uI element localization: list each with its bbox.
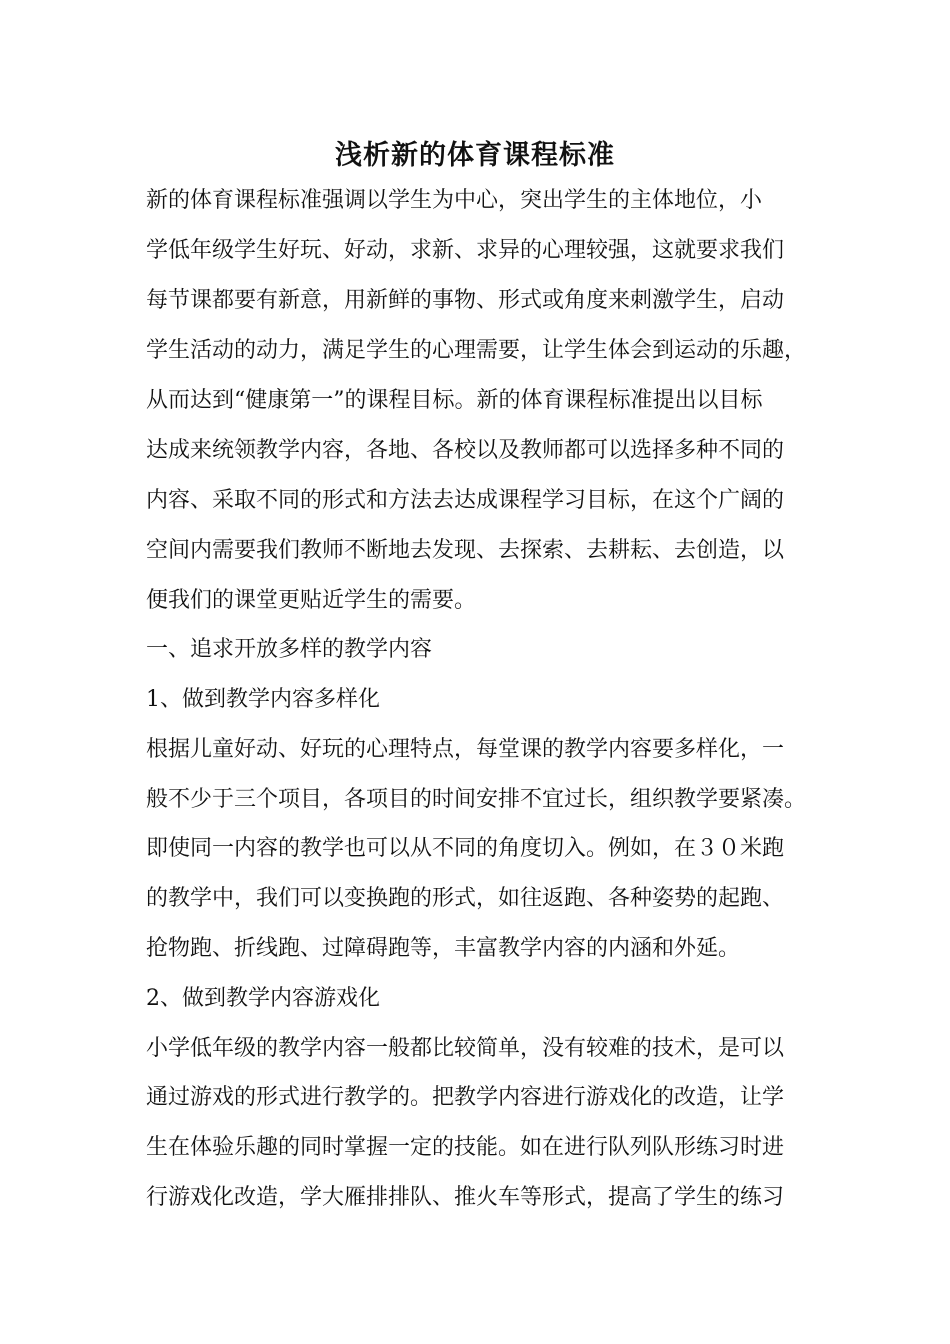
paragraph-line: 即使同一内容的教学也可以从不同的角度切入。例如，在３０米跑 — [146, 836, 785, 861]
paragraph-line: 通过游戏的形式进行教学的。把教学内容进行游戏化的改造，让学 — [146, 1085, 785, 1110]
paragraph-line: 空间内需要我们教师不断地去发现、去探索、去耕耘、去创造，以 — [146, 538, 785, 563]
paragraph-line: 生在体验乐趣的同时掌握一定的技能。如在进行队列队形练习时进 — [146, 1135, 785, 1160]
paragraph-line: 学低年级学生好玩、好动，求新、求异的心理较强，这就要求我们 — [146, 238, 785, 263]
paragraph-line: 小学低年级的教学内容一般都比较简单，没有较难的技术，是可以 — [146, 1036, 785, 1061]
paragraph-line: 根据儿童好动、好玩的心理特点，每堂课的教学内容要多样化，一 — [146, 737, 785, 762]
paragraph-line: 每节课都要有新意，用新鲜的事物、形式或角度来刺激学生，启动 — [146, 288, 785, 313]
paragraph-line: 抢物跑、折线跑、过障碍跑等，丰富教学内容的内涵和外延。 — [146, 936, 741, 961]
subsection-heading: 2、做到教学内容游戏化 — [146, 986, 380, 1011]
subsection-heading: 1、做到教学内容多样化 — [146, 687, 380, 712]
paragraph-line: 便我们的课堂更贴近学生的需要。 — [146, 588, 477, 613]
paragraph-line: 从而达到“健康第一”的课程目标。新的体育课程标准提出以目标 — [146, 388, 763, 413]
paragraph-line: 新的体育课程标准强调以学生为中心，突出学生的主体地位，小 — [146, 188, 763, 213]
paragraph-line: 学生活动的动力，满足学生的心理需要，让学生体会到运动的乐趣， — [146, 338, 807, 363]
paragraph-line: 内容、采取不同的形式和方法去达成课程学习目标，在这个广阔的 — [146, 488, 785, 513]
paragraph-line: 达成来统领教学内容，各地、各校以及教师都可以选择多种不同的 — [146, 438, 785, 463]
document-title: 浅析新的体育课程标准 — [335, 140, 615, 171]
paragraph-line: 般不少于三个项目，各项目的时间安排不宜过长，组织教学要紧凑。 — [146, 787, 807, 812]
paragraph-line: 行游戏化改造，学大雁排排队、推火车等形式，提高了学生的练习 — [146, 1185, 785, 1210]
section-heading: 一、追求开放多样的教学内容 — [146, 637, 433, 662]
paragraph-line: 的教学中，我们可以变换跑的形式，如往返跑、各种姿势的起跑、 — [146, 886, 785, 911]
